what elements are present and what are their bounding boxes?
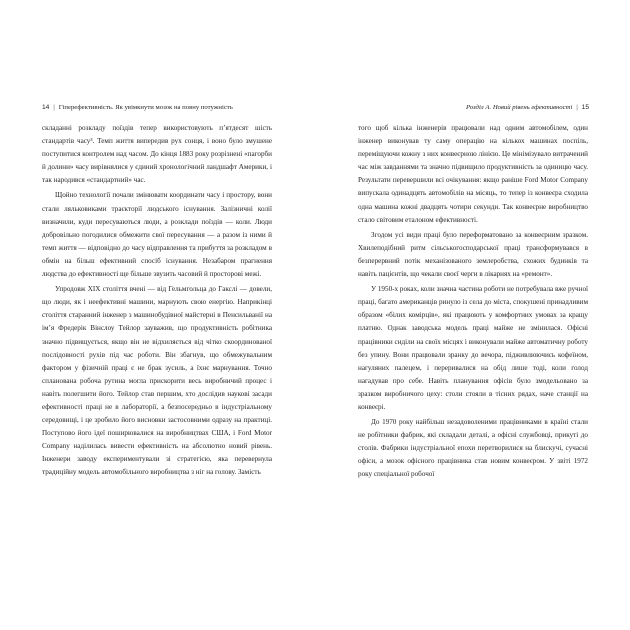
chapter-title: Розділ А. Новий рівень ефективності	[465, 104, 573, 111]
paragraph: Щойно технології почали змінювати координати часу і простору, вони стали ляльковиками траєкторії людського існування. Залізничні колії визначили, куди пересуваються люди, а розклади поїздів — коли. Люди добровільно погодилися обмежити свої пересування — а разом із ними й темп життя — відповідно до часу відправлення та прибуття за розкладом в обмін на більш ефективний спосіб існування. Незабаром прагнення людства до ефективності ще більше звузить часовий й просторові межі.	[42, 191, 272, 279]
header-separator: |	[576, 104, 578, 111]
paragraph: складанні розкладу поїздів тепер використовують п’ятдесят шість стандартів часу³. Темп життя випередив рух сонця, і воно було змушене поступитися контролем над часом. До кінця 1883 року розрізнені «пагорби й долини» часу вирівнялися у єдиний хронологічний ландшафт Америки, і так народився «стандартний» час.	[42, 124, 272, 185]
left-running-header	[42, 103, 233, 112]
left-body-text	[42, 122, 272, 480]
paragraph: У 1950-х роках, коли значна частина роботи не потребувала вже ручної праці, багато американців ринуло із села до міста, спокушені принадливим образом «білих комірців», які працюють у комфортних умовах за кращу платню. Однак заводська модель праці майже не змінилася. Офісні працівники сиділи на своїх місцях і виконували майже автоматичну роботу без упину. Вони працювали зранку до вечора, підживлюючись кофеїном, нагуляних палецем, і переривалися на обід лише тоді, коли голод нагадував про себе. Навіть планування офісів було змодельовано за зразком виробничого цеху: столи стояли в тісних рядах, наче станції на конвеєрі.	[358, 285, 588, 411]
right-body-text	[358, 122, 588, 482]
left-page-number: 14	[42, 104, 50, 111]
paragraph: До 1970 року найбільш незадоволеними працівниками в країні стали не робітники фабрик, які складали деталі, а офісні службовці, прикуті до столів. Фабрики індустріальної епохи перетворилися на блискучі, сучасні офіси, а мозок офісного працівника став новим конвеєром. У звіті 1972 року спеціальної робочої	[358, 418, 588, 479]
right-page	[315, 0, 630, 630]
right-page-number: 15	[581, 104, 589, 111]
paragraph: Упродовж XIX століття вчені — від Гельмгольца до Гакслі — довели, що люди, як і неефективні машини, марнують свою енергію. Наприкінці століття старанний інженер з машинобудівної майстерні в Пенсильванії на ім’я Фредерік Вінслоу Тейлор зауважив, що продуктивність робітника значно підвищується, якщо він не відхиляється від чітко скоординованої послідовності рухів під час роботи. Він збагнув, що обмежувальним фактором у фізичній праці є не брак зусиль, а їхнє марнування. Точно спланована робоча рутина могла прискорити весь виробничий процес і навіть полегшити його. Тейлор став першим, хто дослідив наукові засади ефективності праці не в лабораторії, а безпосередньо в індустріальному середовищі, і це зробило його висновки застосовними одразу на практиці. Поступово його ідеї поширювалися на виробництвах США, і Ford Motor Company наділилась вивести ефективність на абсолютно новий рівень. Інженери заводу експериментували зі стратегією, яка перевернула традиційну модель автомобільного виробництва з ніг на голову. Замість	[42, 285, 272, 477]
header-separator: |	[53, 104, 55, 111]
book-title: Гіперефективність. Як увімкнути мозок на повну потужність	[58, 104, 233, 111]
paragraph: того щоб кілька інженерів працювали над одним автомобілем, один інженер виконував ту саму операцію на кількох машинах поспіль, переміщуючи кожну з них конвеєрною лінією. Це мінімізувало витрачений час між завданнями та значно підвищило продуктивність за одиницю часу. Результати перевершили всі очікування: якщо раніше Ford Motor Company випускала одинадцять автомобілів на місяць, то тепер із конвеєра сходила одна машина кожні двадцять чотири секунди. Так конвеєрне виробництво стало світовим еталоном ефективності.	[358, 124, 588, 224]
right-running-header	[466, 103, 589, 112]
paragraph: Згодом усі види праці було переформатовано за конвеєрним зразком. Хвилеподібний ритм сільськогосподарської праці трансформувався в безперервний потік механізованого землеробства, схожих будинків та навіть пацієнтів, що чекали своєї черги в лікарнях на «ремонт».	[358, 230, 588, 279]
